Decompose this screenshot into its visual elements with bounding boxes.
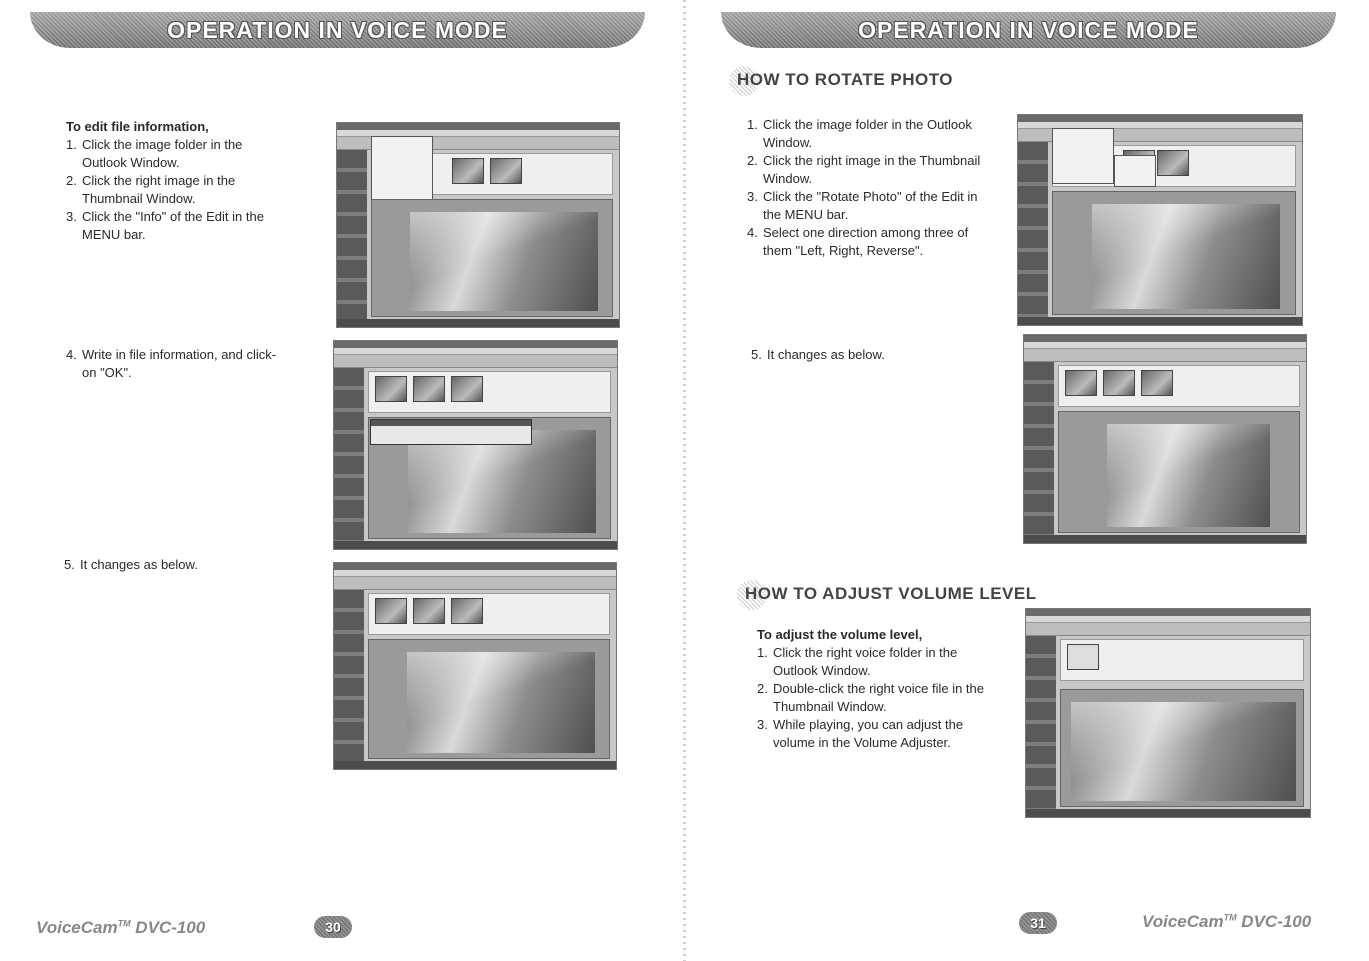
- left-page-number: 30: [314, 916, 352, 938]
- list-item: 2. Click the right image in the Thumbnail Window.: [66, 173, 236, 206]
- edit-info-step5: [64, 556, 284, 574]
- screenshot-volume: [1025, 608, 1311, 818]
- list-item: 4. Select one direction among three of them "Left, Right, Reverse".: [747, 225, 969, 258]
- right-page: [685, 0, 1369, 961]
- right-banner-text: OPERATION IN VOICE MODE: [858, 16, 1199, 43]
- list-item: 1. Click the right voice folder in the Outlook Window.: [757, 645, 958, 678]
- edit-info-steps: [66, 136, 286, 244]
- list-item: 3. Click the "Rotate Photo" of the Edit in the MENU bar.: [747, 189, 978, 222]
- volume-instructions: [757, 626, 1003, 752]
- list-item: 5. It changes as below.: [751, 347, 885, 362]
- left-footer-brand: VoiceCam™ DVC-100: [36, 918, 206, 937]
- volume-heading: To adjust the volume level,: [757, 627, 923, 642]
- rotate-step5: [751, 346, 971, 364]
- adjust-volume-title: HOW TO ADJUST VOLUME LEVEL: [745, 584, 1037, 603]
- list-item: 3. Click the "Info" of the Edit in the MENU bar.: [66, 209, 264, 242]
- left-banner-text: OPERATION IN VOICE MODE: [167, 16, 508, 43]
- volume-steps: [757, 644, 1003, 752]
- left-header-banner: [30, 12, 645, 48]
- list-item: 2. Click the right image in the Thumbnail Window.: [747, 153, 981, 186]
- list-item: 5. It changes as below.: [64, 557, 198, 572]
- right-footer-brand: VoiceCam™ DVC-100: [1142, 912, 1312, 931]
- right-header-banner: [721, 12, 1336, 48]
- screenshot-info-dialog: [333, 340, 618, 550]
- list-item: 4. Write in file information, and click-on "OK".: [66, 347, 277, 380]
- screenshot-info-result: [333, 562, 617, 770]
- rotate-steps: [747, 116, 993, 260]
- list-item: 2. Double-click the right voice file in the Thumbnail Window.: [757, 681, 984, 714]
- edit-info-heading: To edit file information,: [66, 119, 209, 134]
- screenshot-rotate-menu: [1017, 114, 1303, 326]
- edit-info-step4: [66, 346, 286, 382]
- list-item: 3. While playing, you can adjust the volume in the Volume Adjuster.: [757, 717, 964, 750]
- screenshot-rotate-result: [1023, 334, 1307, 544]
- right-page-number: 31: [1019, 912, 1057, 934]
- screenshot-edit-menu: [336, 122, 620, 328]
- rotate-instructions: [747, 116, 993, 260]
- edit-info-instructions: [66, 118, 286, 244]
- left-page: [0, 0, 684, 961]
- list-item: 1. Click the image folder in the Outlook Window.: [747, 117, 972, 150]
- list-item: 1. Click the image folder in the Outlook Window.: [66, 137, 243, 170]
- rotate-photo-title: HOW TO ROTATE PHOTO: [737, 70, 954, 89]
